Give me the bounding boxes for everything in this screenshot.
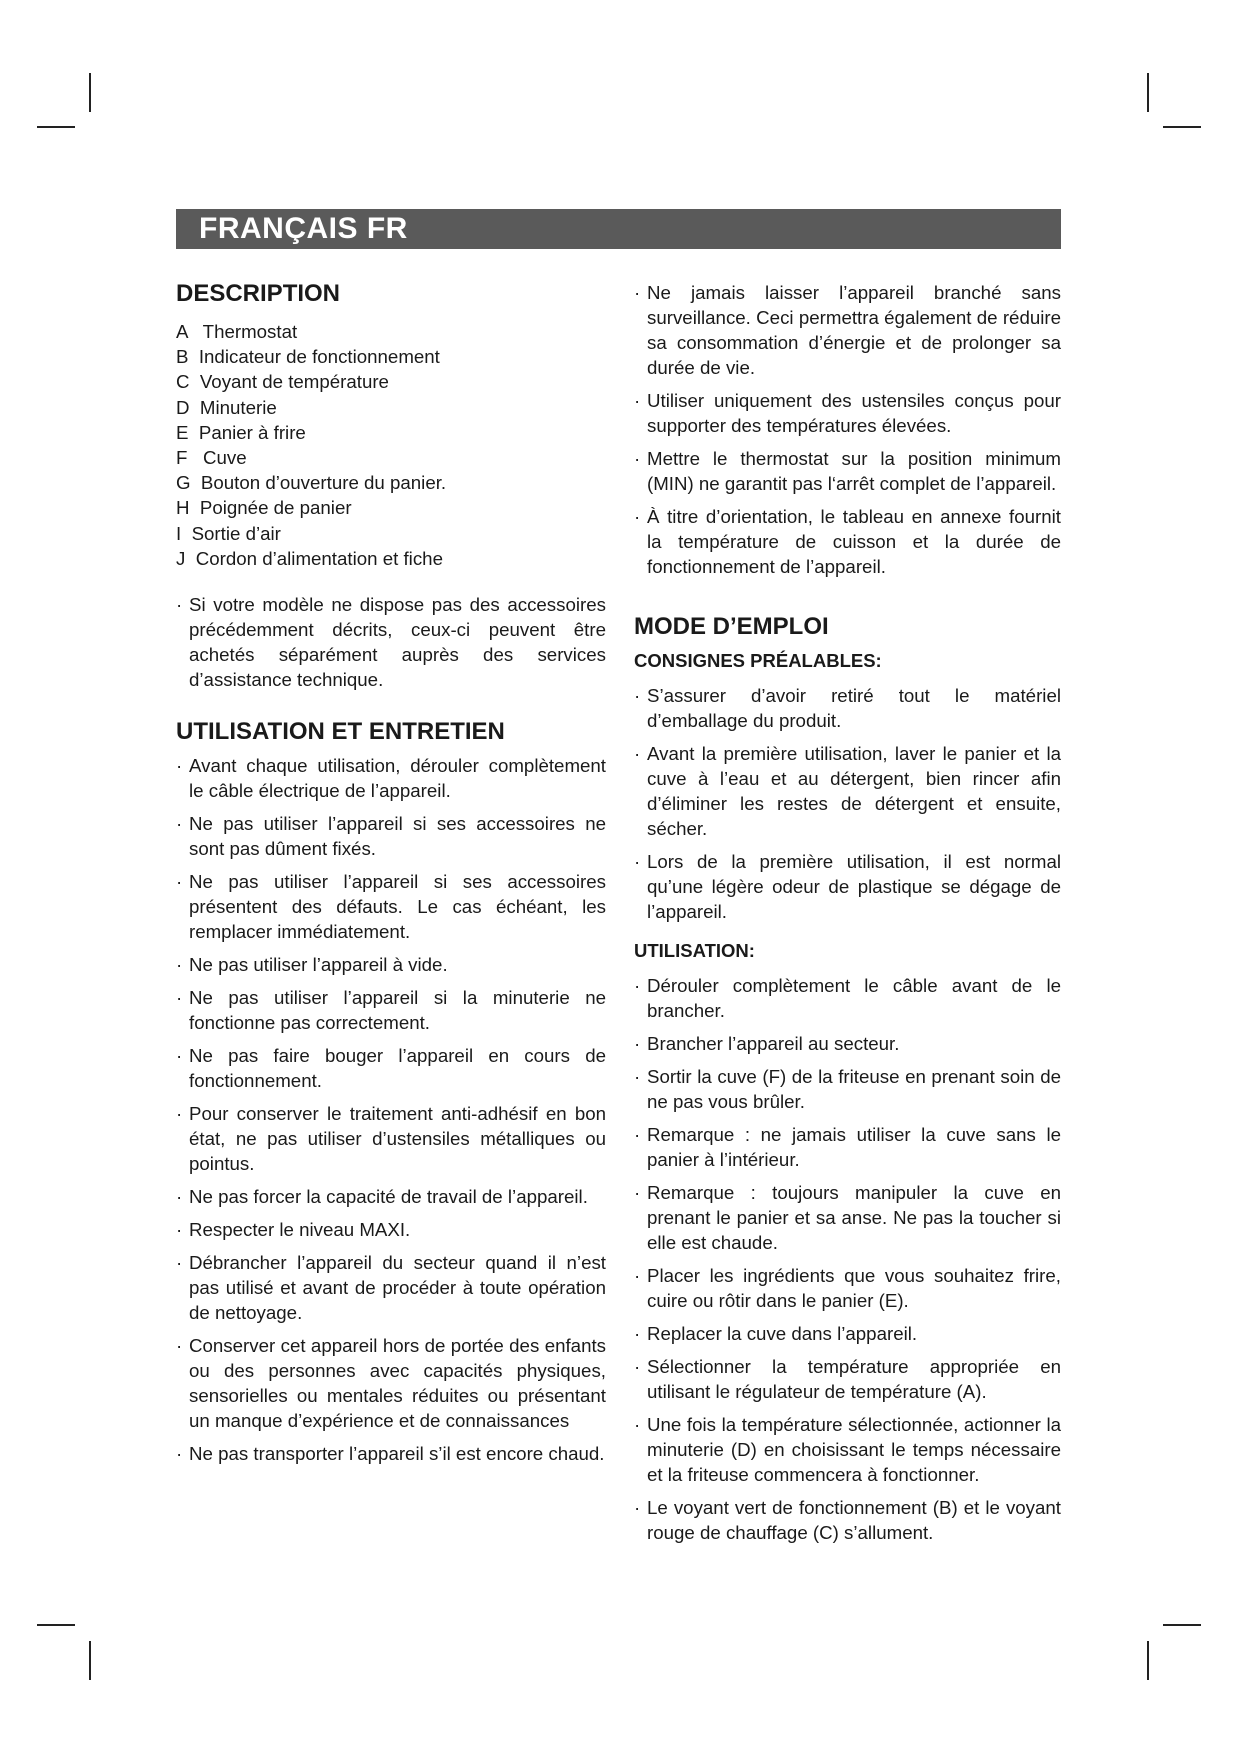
banner-title: FRANÇAIS FR (199, 212, 408, 245)
crop-mark (1147, 73, 1149, 112)
part-item: A Thermostat (176, 321, 298, 342)
crop-mark (37, 1624, 75, 1626)
subsection-heading: UTILISATION: (634, 940, 755, 961)
bullet-item: · Ne pas utiliser l’appareil si ses accessoires ne sont pas dûment fixés. (176, 811, 606, 861)
bullet-item: · Utiliser uniquement des ustensiles conçus pour supporter des températures élevées. (634, 388, 1061, 438)
bullet-item: · Ne pas utiliser l’appareil si la minuterie ne fonctionne pas correctement. (176, 985, 606, 1035)
section-heading: UTILISATION ET ENTRETIEN (176, 718, 505, 745)
part-item: H Poignée de panier (176, 497, 352, 519)
part-item: E Panier à frire (176, 421, 306, 443)
bullet-item: · Placer les ingrédients que vous souhaitez frire, cuire ou rôtir dans le panier (E). (634, 1263, 1061, 1313)
part-item: J Cordon d’alimentation et fiche (176, 547, 443, 569)
bullet-list (634, 973, 1061, 1545)
language-banner (176, 209, 1061, 249)
section-heading: DESCRIPTION (176, 280, 341, 307)
crop-mark (1163, 1624, 1201, 1626)
bullet-item: · Sortir la cuve (F) de la friteuse en prenant soin de ne pas vous brûler. (634, 1064, 1061, 1114)
bullet-item: · Ne pas utiliser l’appareil à vide. (176, 952, 606, 977)
bullet-item: · Ne jamais laisser l’appareil branché sans surveillance. Ceci permettra également de réduire sa consommation d’énergie et de prolonger sa durée de vie. (634, 280, 1061, 380)
part-item: I Sortie d’air (176, 522, 281, 544)
part-item: G Bouton d’ouverture du panier. (176, 472, 447, 494)
utilisation-entretien-section (176, 717, 606, 1474)
crop-mark (89, 1641, 91, 1680)
part-item: D Minuterie (176, 396, 277, 418)
description-section (176, 279, 606, 571)
part-item: F Cuve (176, 447, 247, 469)
bullet-item: · Avant chaque utilisation, dérouler complètement le câble électrique de l’appareil. (176, 753, 606, 803)
description-note (176, 592, 606, 700)
bullet-item: · Pour conserver le traitement anti-adhésif en bon état, ne pas utiliser d’ustensiles métalliques ou pointus. (176, 1101, 606, 1176)
bullet-item: · Avant la première utilisation, laver le panier et la cuve à l’eau et au détergent, bien rincer afin d’éliminer les restes de détergent et ensuite, sécher. (634, 741, 1061, 841)
safety-continued (634, 280, 1061, 587)
crop-mark (37, 126, 75, 128)
bullet-item: · Dérouler complètement le câble avant de le brancher. (634, 973, 1061, 1023)
bullet-item: · À titre d’orientation, le tableau en annexe fournit la température de cuisson et la durée de fonctionnement de l’appareil. (634, 504, 1061, 579)
bullet-item: · S’assurer d’avoir retiré tout le matériel d’emballage du produit. (634, 683, 1061, 733)
bullet-item: · Ne pas faire bouger l’appareil en cours de fonctionnement. (176, 1043, 606, 1093)
bullet-item: · Lors de la première utilisation, il est normal qu’une légère odeur de plastique se dégage de l’appareil. (634, 849, 1061, 924)
bullet-item: · Ne pas utiliser l’appareil si ses accessoires présentent des défauts. Le cas échéant, les remplacer immédiatement. (176, 869, 606, 944)
utilisation-section (634, 938, 1061, 1553)
bullet-item: · Ne pas forcer la capacité de travail de l’appareil. (176, 1184, 606, 1209)
bullet-item: · Sélectionner la température appropriée en utilisant le régulateur de température (A). (634, 1354, 1061, 1404)
bullet-list (176, 753, 606, 1466)
crop-mark (1163, 126, 1201, 128)
bullet-item: · Brancher l’appareil au secteur. (634, 1031, 1061, 1056)
crop-mark (89, 73, 91, 112)
bullet-item: · Replacer la cuve dans l’appareil. (634, 1321, 1061, 1346)
bullet-item: · Une fois la température sélectionnée, actionner la minuterie (D) en choisissant le temps nécessaire et la friteuse commencera à fonctionner. (634, 1412, 1061, 1487)
subsection-heading: CONSIGNES PRÉALABLES: (634, 650, 882, 671)
part-item: B Indicateur de fonctionnement (176, 346, 440, 368)
bullet-item: · Le voyant vert de fonctionnement (B) et le voyant rouge de chauffage (C) s’allument. (634, 1495, 1061, 1545)
section-heading: MODE D’EMPLOI (634, 613, 829, 640)
bullet-item: · Conserver cet appareil hors de portée des enfants ou des personnes avec capacités physiques, sensorielles ou mentales réduites ou présentant un manque d’expérience et de connaissances (176, 1333, 606, 1433)
bullet-item: · Remarque : toujours manipuler la cuve en prenant le panier et sa anse. Ne pas la toucher si elle est chaude. (634, 1180, 1061, 1255)
bullet-item: · Remarque : ne jamais utiliser la cuve sans le panier à l’intérieur. (634, 1122, 1061, 1172)
bullet-item: · Mettre le thermostat sur la position minimum (MIN) ne garantit pas l‘arrêt complet de l’appareil. (634, 446, 1061, 496)
bullet-item: · Ne pas transporter l’appareil s’il est encore chaud. (176, 1441, 606, 1466)
bullet-item: · Débrancher l’appareil du secteur quand il n’est pas utilisé et avant de procéder à toute opération de nettoyage. (176, 1250, 606, 1325)
mode-emploi-section (634, 612, 1061, 932)
bullet-item: · Respecter le niveau MAXI. (176, 1217, 606, 1242)
bullet-list (634, 683, 1061, 924)
note-bullet: · Si votre modèle ne dispose pas des accessoires précédemment décrits, ceux-ci peuvent être achetés séparément auprès des services d’assistance technique. (176, 592, 606, 692)
crop-mark (1147, 1641, 1149, 1680)
bullet-list (634, 280, 1061, 579)
part-item: C Voyant de température (176, 371, 389, 393)
parts-list (176, 319, 606, 571)
